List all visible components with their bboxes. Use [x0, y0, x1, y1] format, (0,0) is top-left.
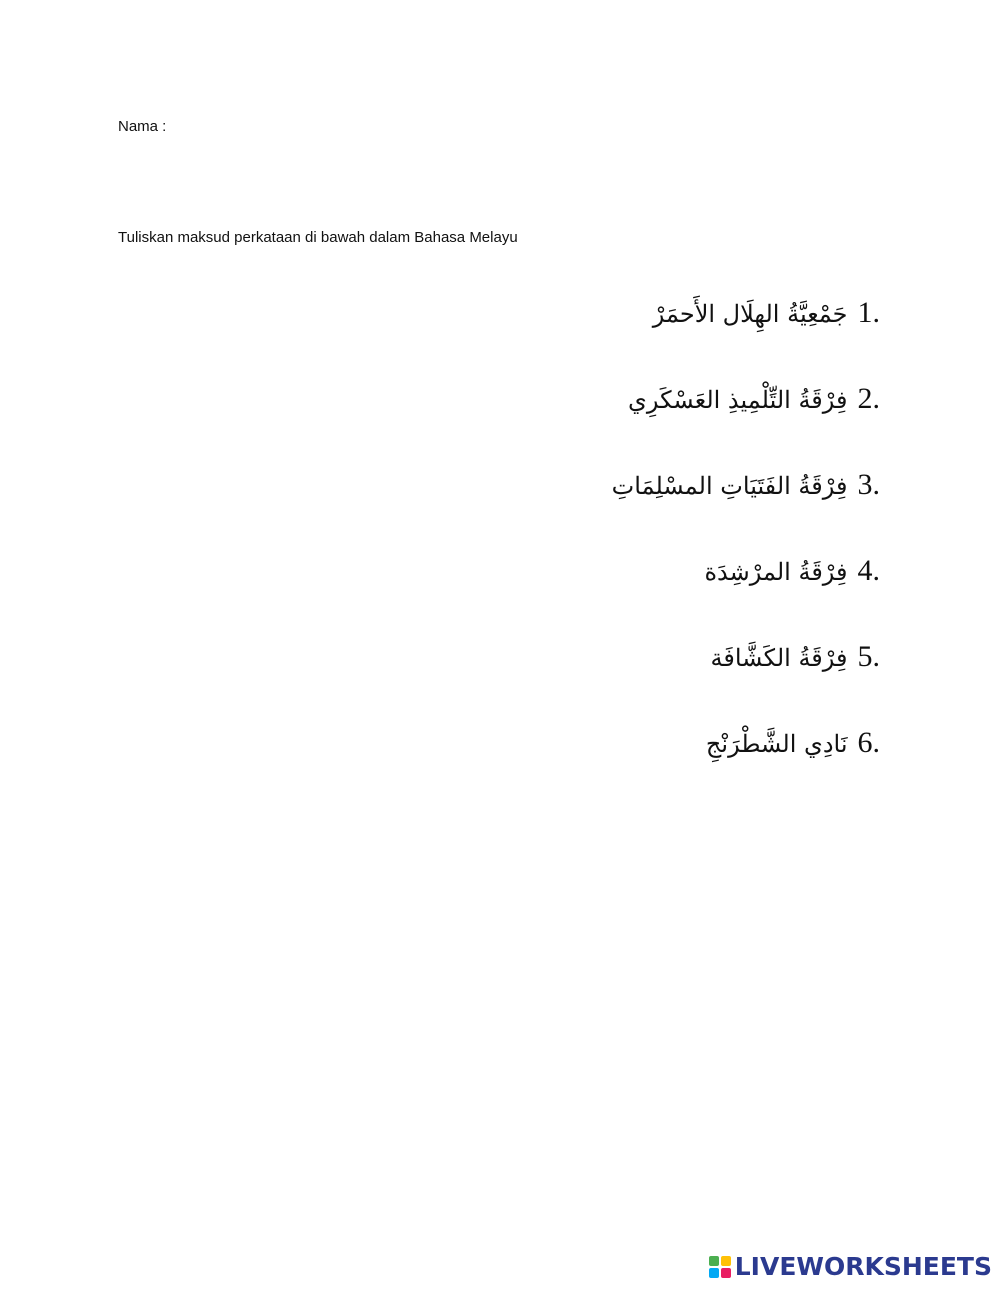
- list-item: [280, 382, 880, 468]
- list-item: [280, 726, 880, 812]
- item-number: 5.: [857, 640, 880, 673]
- liveworksheets-logo: [709, 1252, 992, 1281]
- item-number: 6.: [857, 726, 880, 759]
- instruction-text: Tuliskan maksud perkataan di bawah dalam Bahasa Melayu: [118, 229, 518, 246]
- list-item: [280, 468, 880, 554]
- logo-text: LIVEWORKSHEETS: [734, 1252, 992, 1281]
- name-label: Nama :: [118, 118, 167, 135]
- item-arabic: فِرْقَةُ الفَتَيَاتِ المسْلِمَاتِ: [611, 472, 848, 500]
- list-item: [280, 554, 880, 640]
- vocabulary-list: [280, 296, 880, 812]
- list-item: [280, 296, 880, 382]
- logo-block: [709, 1268, 719, 1278]
- logo-block: [721, 1256, 731, 1266]
- item-number: 3.: [857, 468, 880, 501]
- item-number: 2.: [857, 382, 880, 415]
- item-arabic: فِرْقَةُ التِّلْمِيذِ العَسْكَرِي: [628, 386, 848, 414]
- item-arabic: جَمْعِيَّةُ الهِلَال الأَحمَرْ: [652, 300, 848, 328]
- logo-blocks-icon: [709, 1256, 731, 1278]
- logo-block: [721, 1268, 731, 1278]
- item-arabic: نَادِي الشَّطْرَنْجِ: [705, 730, 848, 758]
- list-item: [280, 640, 880, 726]
- item-number: 4.: [857, 554, 880, 587]
- item-number: 1.: [857, 296, 880, 329]
- item-arabic: فِرْقَةُ المرْشِدَة: [704, 558, 848, 586]
- item-arabic: فِرْقَةُ الكَشَّافَة: [710, 644, 848, 672]
- logo-block: [709, 1256, 719, 1266]
